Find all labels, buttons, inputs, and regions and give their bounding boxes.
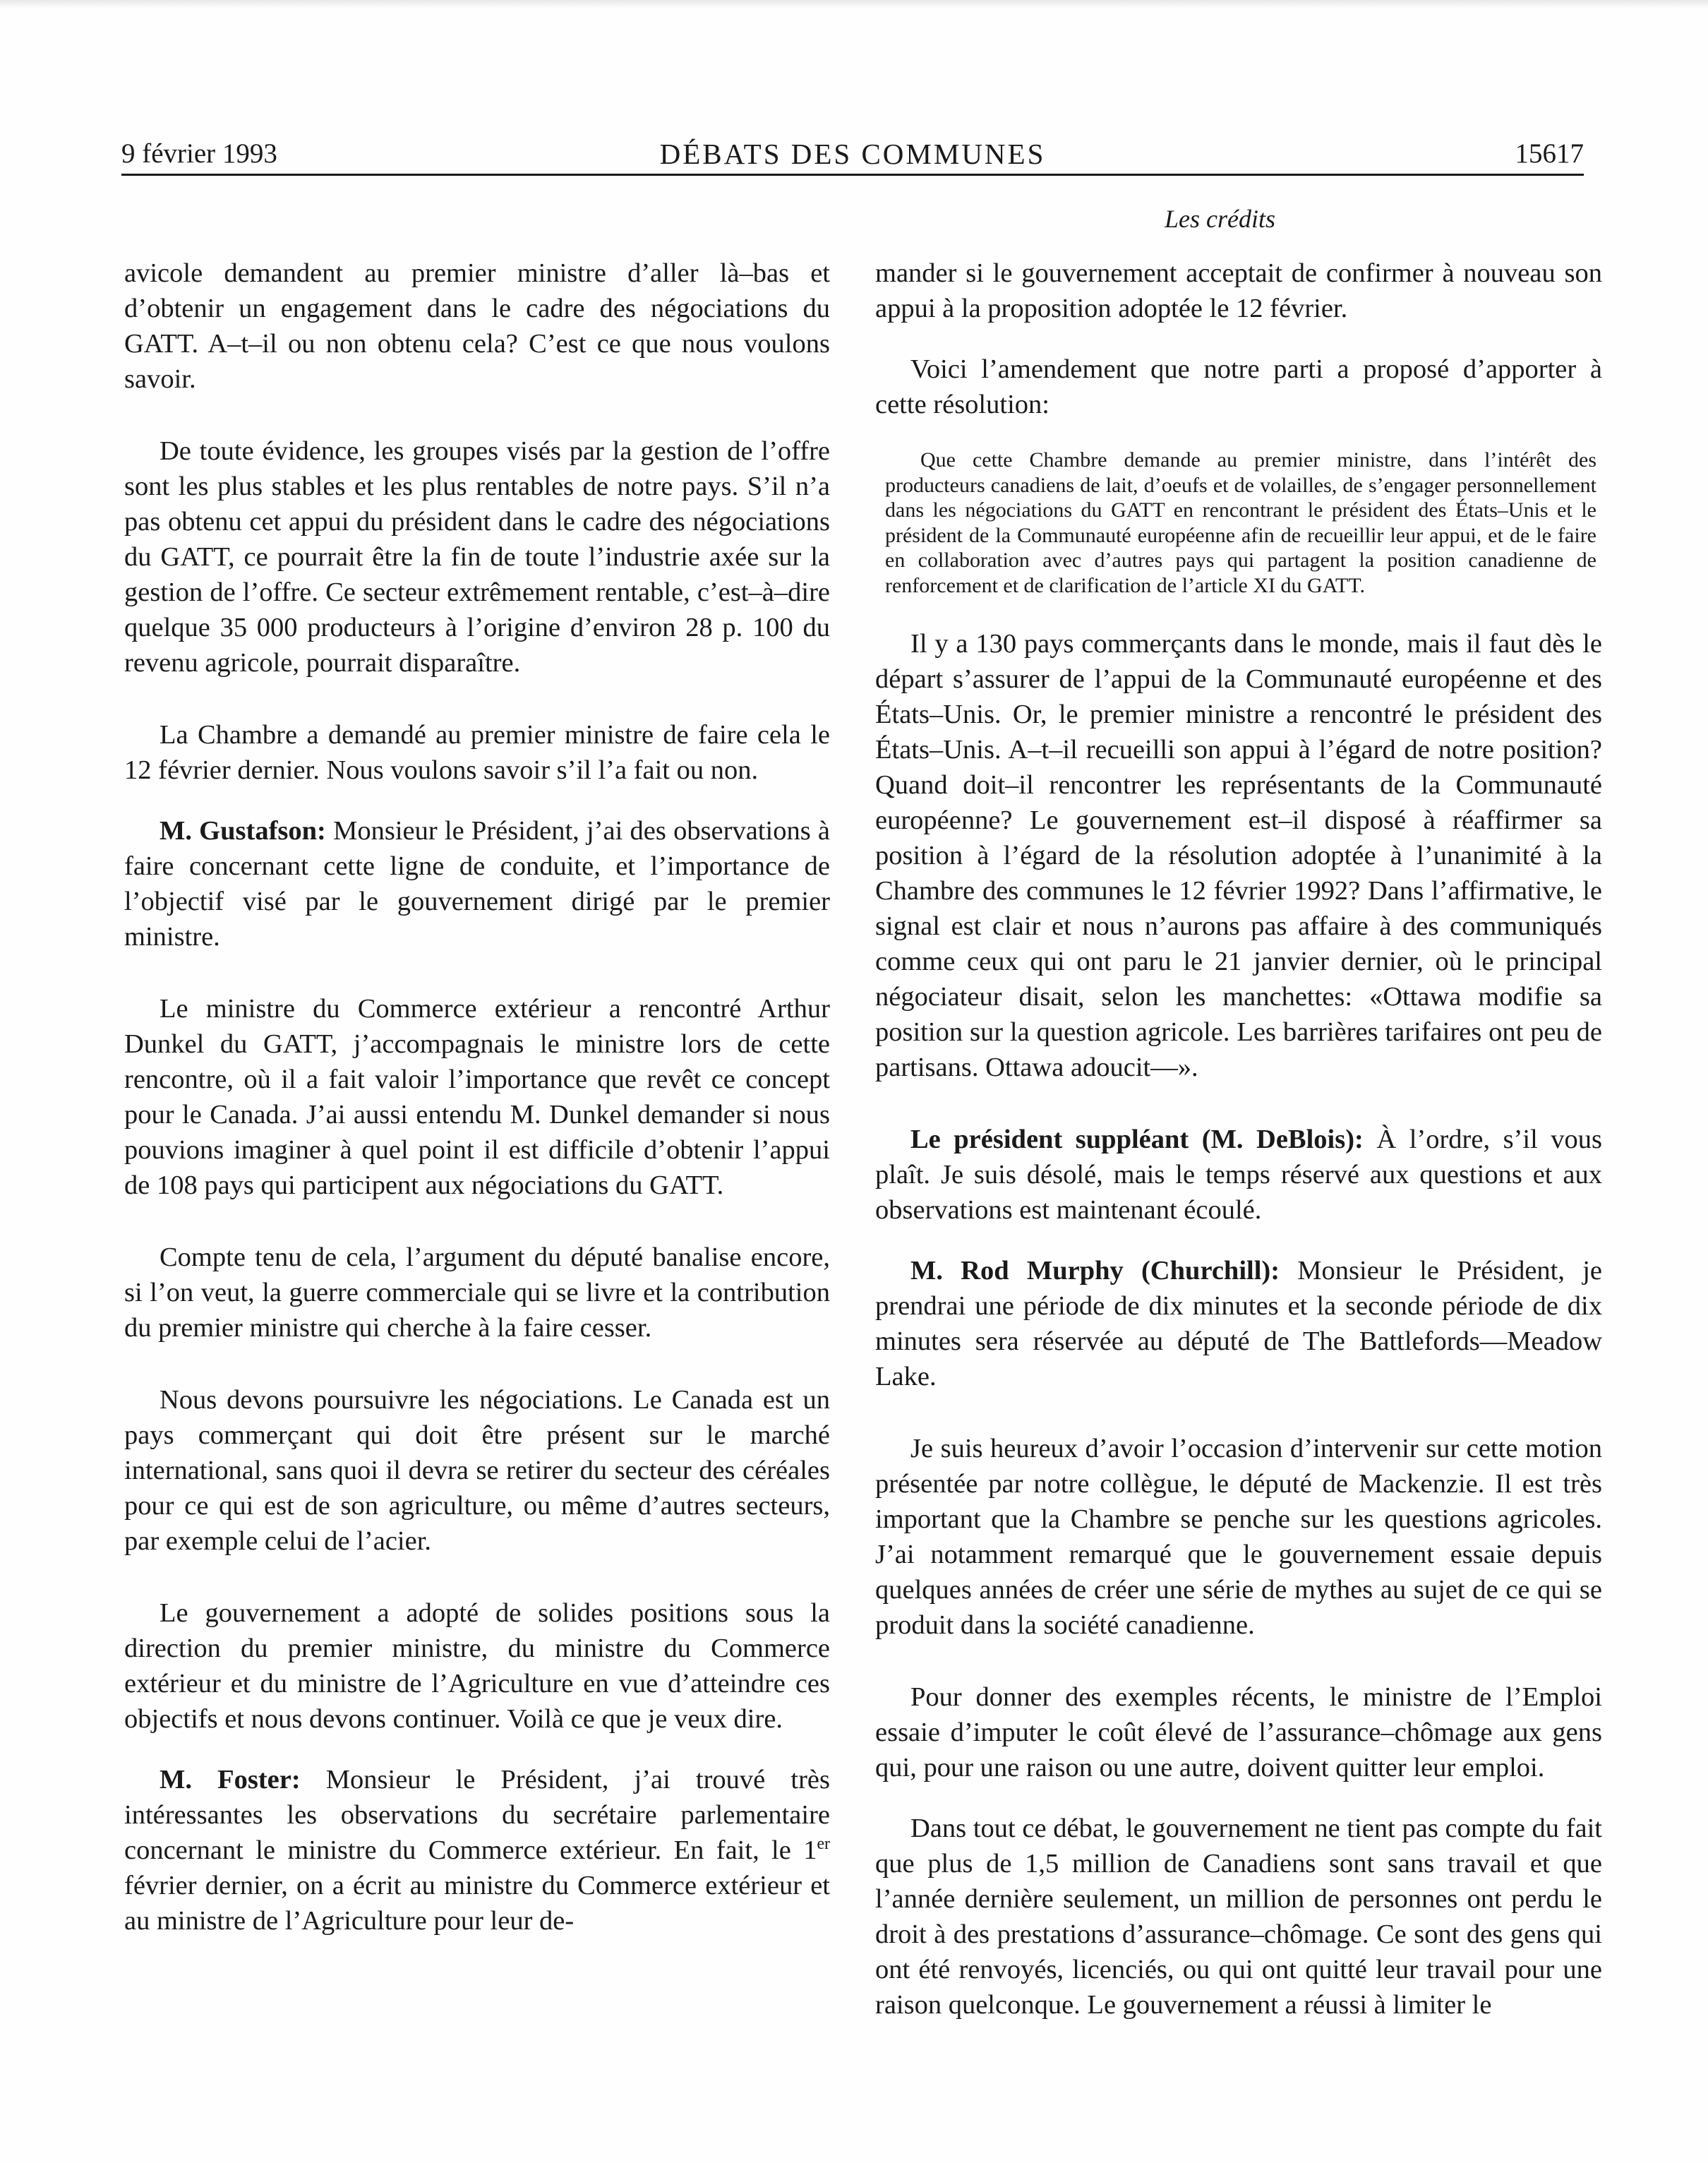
paragraph-text: La Chambre a demandé au premier ministre de faire cela le 12 février dernier. Nous voulons savoir s’il l’a fait ou non. — [124, 720, 830, 785]
right-column — [875, 256, 1602, 2059]
paragraph-text: 1 — [803, 1835, 817, 1865]
paragraph-text: Nous devons poursuivre les négociations. Le Canada est un pays commerçant qui doit être présent sur le marché international, sans quoi il devra se retirer du secteur des céréales pour ce qui est de son agriculture, ou même d’autres secteurs, par exemple celui de l’acier. — [124, 1385, 830, 1556]
paragraph — [124, 1762, 830, 1939]
speaker-name: M. Foster: — [160, 1765, 301, 1794]
paragraph-text: Dans tout ce débat, le gouvernement ne tient pas compte du fait que plus de 1,5 million de Canadiens sont sans travail et que l’année dernière seulement, un million de personnes ont perdu le droit à des prestations d’assurance–chômage. Ce sont des gens qui ont été renvoyés, licenciés, ou qui ont quitté leur travail pour une raison quelconque. Le gouvernement a réussi à limiter le — [875, 1814, 1602, 2020]
paragraph-text: Le gouvernement a adopté de solides positions sous la direction du premier ministre, du ministre du Commerce extérieur et du ministre de l’Agriculture en vue d’atteindre ces objectifs et nous devons continuer. Voilà ce que je veux dire. — [124, 1598, 830, 1734]
paragraph — [875, 1811, 1602, 2023]
header-page-number: 15617 — [1515, 138, 1584, 169]
paragraph-text: Je suis heureux d’avoir l’occasion d’intervenir sur cette motion présentée par notre collègue, le député de Mackenzie. Il est très important que la Chambre se penche sur les questions agricoles. J’ai notamment remarqué que le gouvernement essaie depuis quelques années de créer une série de mythes au sujet de ce qui se produit dans la société canadienne. — [875, 1434, 1602, 1640]
page-header — [121, 134, 1584, 176]
paragraph — [124, 433, 830, 681]
paragraph — [124, 1382, 830, 1559]
paragraph — [875, 1253, 1602, 1394]
paragraph — [875, 626, 1602, 1085]
scan-edge — [0, 0, 1708, 8]
paragraph-text: février dernier, on a écrit au ministre du Commerce extérieur et au ministre de l’Agriculture pour leur de- — [124, 1871, 830, 1936]
paragraph — [875, 1122, 1602, 1228]
left-column — [124, 256, 830, 1975]
header-date: 9 février 1993 — [121, 138, 277, 169]
section-title: Les crédits — [1165, 205, 1275, 233]
paragraph-text: Monsieur le Président, je prendrai une période de dix minutes et la seconde période de dix minutes sera réservée au député de The Battlefords—Meadow Lake. — [875, 1256, 1602, 1391]
paragraph — [124, 256, 830, 397]
paragraph — [124, 1240, 830, 1346]
paragraph-text: Compte tenu de cela, l’argument du député banalise encore, si l’on veut, la guerre commerciale qui se livre et la contribution du premier ministre qui cherche à la faire cesser. — [124, 1242, 830, 1343]
paragraph-text: avicole demandent au premier ministre d’aller là–bas et d’obtenir un engagement dans le cadre des négociations du GATT. A–t–il ou non obtenu cela? C’est ce que nous voulons savoir. — [124, 258, 830, 394]
paragraph — [124, 1595, 830, 1737]
paragraph-text: Monsieur le Président, j’ai trouvé très intéressantes les observations du secrétaire parlementaire concernant le ministre du Commerce extérieur. En fait, le — [124, 1765, 830, 1865]
quote-text: Que cette Chambre demande au premier ministre, dans l’intérêt des producteurs canadiens de lait, d’oeufs et de volailles, de s’engager personnellement dans les négociations du GATT en rencontrant le président des États–Unis et le président de la Communauté européenne afin de recueillir leur appui, et de le faire en collaboration avec d’autres pays qui partagent la position canadienne de renforcement et de clarification de l’article XI du GATT. — [885, 448, 1596, 597]
paragraph — [875, 256, 1602, 326]
paragraph-text: Il y a 130 pays commerçants dans le monde, mais il faut dès le départ s’assurer de l’appui de la Communauté européenne et des États–Unis. Or, le premier ministre a rencontré le président des États–Unis. A–t–il recueilli son appui à l’égard de notre position? Quand doit–il rencontrer les représentants de la Communauté européenne? Le gouvernement est–il disposé à réaffirmer sa position à l’égard de la résolution adoptée à l’unanimité à la Chambre des communes le 12 février 1992? Dans l’affirmative, le signal est clair et nous n’aurons pas affaire à des communiqués comme ceux qui ont paru le 21 janvier dernier, où le principal négociateur disait, selon les manchettes: «Ottawa modifie sa position sur la question agricole. Les barrières tarifaires ont peu de partisans. Ottawa adoucit—». — [875, 629, 1602, 1082]
paragraph-text: Le ministre du Commerce extérieur a rencontré Arthur Dunkel du GATT, j’accompagnais le ministre lors de cette rencontre, où il a fait valoir l’importance que revêt ce concept pour le Canada. J’ai aussi entendu M. Dunkel demander si nous pouvions imaginer à quel point il est difficile d’obtenir l’appui de 108 pays qui participent aux négociations du GATT. — [124, 994, 830, 1200]
speaker-name: Le président suppléant (M. DeBlois): — [910, 1125, 1364, 1154]
speaker-name: M. Gustafson: — [160, 816, 326, 846]
paragraph — [124, 991, 830, 1203]
speaker-name: M. Rod Murphy (Churchill): — [910, 1256, 1280, 1286]
paragraph-text: Monsieur le Président, j’ai des observations à faire concernant cette ligne de conduite, et l’importance de l’objectif visé par le gouvernement dirigé par le premier ministre. — [124, 816, 830, 952]
paragraph — [875, 352, 1602, 422]
paragraph — [124, 813, 830, 954]
paragraph — [875, 1431, 1602, 1643]
superscript: er — [817, 1835, 830, 1854]
header-title: DÉBATS DES COMMUNES — [659, 138, 1046, 170]
paragraph-text: mander si le gouvernement acceptait de confirmer à nouveau son appui à la proposition adoptée le 12 février. — [875, 258, 1602, 323]
paragraph — [875, 1679, 1602, 1785]
paragraph — [124, 717, 830, 788]
paragraph-text: De toute évidence, les groupes visés par la gestion de l’offre sont les plus stables et les plus rentables de notre pays. S’il n’a pas obtenu cet appui du président dans le cadre des négociations du GATT, ce pourrait être la fin de toute l’industrie axée sur la gestion de l’offre. Ce secteur extrêmement rentable, c’est–à–dire quelque 35 000 producteurs à l’origine d’environ 28 p. 100 du revenu agricole, pourrait disparaître. — [124, 436, 830, 678]
paragraph-text: À l’ordre, s’il vous plaît. Je suis désolé, mais le temps réservé aux questions et aux observations est maintenant écoulé. — [875, 1125, 1603, 1225]
paragraph-text: Voici l’amendement que notre parti a proposé d’apporter à cette résolution: — [875, 354, 1602, 419]
quoted-motion — [875, 448, 1602, 598]
paragraph-text: Pour donner des exemples récents, le ministre de l’Emploi essaie d’imputer le coût élevé de l’assurance–chômage aux gens qui, pour une raison ou une autre, doivent quitter leur emploi. — [875, 1682, 1602, 1782]
